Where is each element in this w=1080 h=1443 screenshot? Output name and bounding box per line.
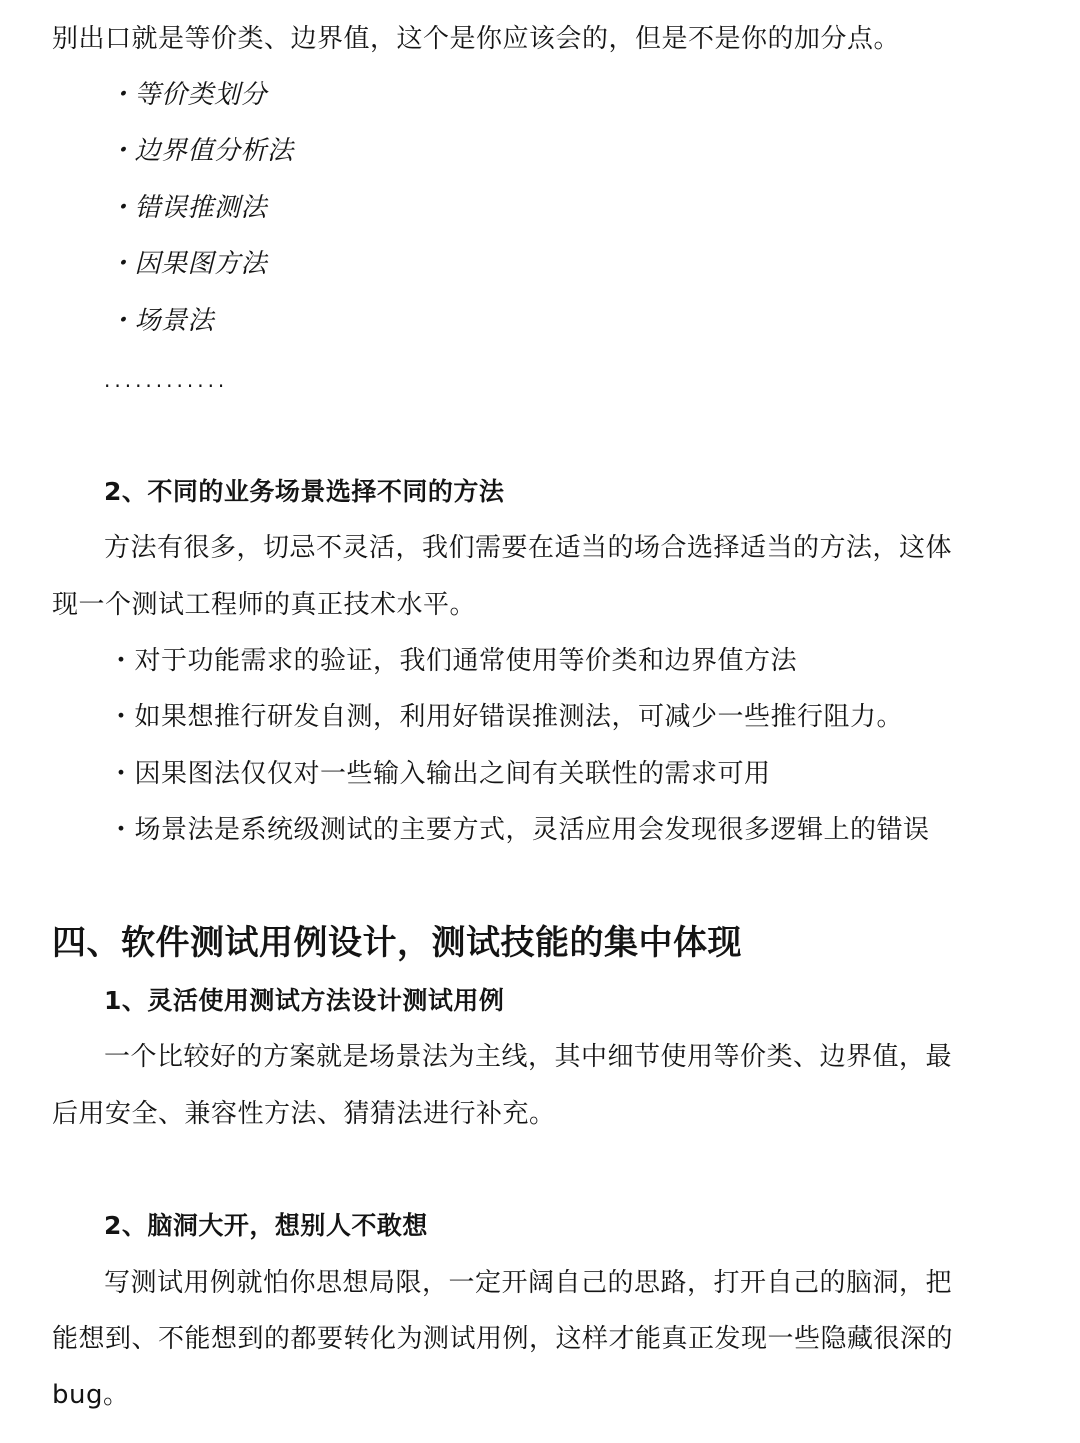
ellipsis: ............ xyxy=(104,368,229,392)
paragraph-line: 写测试用例就怕你思想局限，一定开阔自己的思路，打开自己的脑洞，把 xyxy=(104,1268,953,1298)
list-item: ・场景法 xyxy=(108,306,215,336)
intro-text: 别出口就是等价类、边界值，这个是你应该会的，但是不是你的加分点。 xyxy=(52,24,901,54)
paragraph-line: 现一个测试工程师的真正技术水平。 xyxy=(52,590,477,620)
list-item: ・因果图方法 xyxy=(108,249,268,279)
section-heading: 2、不同的业务场景选择不同的方法 xyxy=(104,477,505,506)
section-heading: 2、脑洞大开，想别人不敢想 xyxy=(104,1211,428,1240)
list-item: ・因果图法仅仅对一些输入输出之间有关联性的需求可用 xyxy=(108,759,771,789)
paragraph-line: 一个比较好的方案就是场景法为主线，其中细节使用等价类、边界值，最 xyxy=(104,1042,953,1072)
section-heading: 1、灵活使用测试方法设计测试用例 xyxy=(104,986,505,1015)
list-item: ・等价类划分 xyxy=(108,80,268,110)
list-item: ・如果想推行研发自测，利用好错误推测法，可减少一些推行阻力。 xyxy=(108,702,904,732)
list-item: ・错误推测法 xyxy=(108,193,268,223)
list-item: ・边界值分析法 xyxy=(108,136,294,166)
paragraph-line: 方法有很多，切忌不灵活，我们需要在适当的场合选择适当的方法，这体 xyxy=(104,533,953,563)
chapter-heading: 四、软件测试用例设计，测试技能的集中体现 xyxy=(52,923,742,963)
paragraph-line: 后用安全、兼容性方法、猜猜法进行补充。 xyxy=(52,1099,556,1129)
paragraph-line: 能想到、不能想到的都要转化为测试用例，这样才能真正发现一些隐藏很深的 xyxy=(52,1324,954,1354)
list-item: ・场景法是系统级测试的主要方式，灵活应用会发现很多逻辑上的错误 xyxy=(108,815,930,845)
paragraph-line: bug。 xyxy=(52,1380,130,1410)
list-item: ・对于功能需求的验证，我们通常使用等价类和边界值方法 xyxy=(108,646,798,676)
